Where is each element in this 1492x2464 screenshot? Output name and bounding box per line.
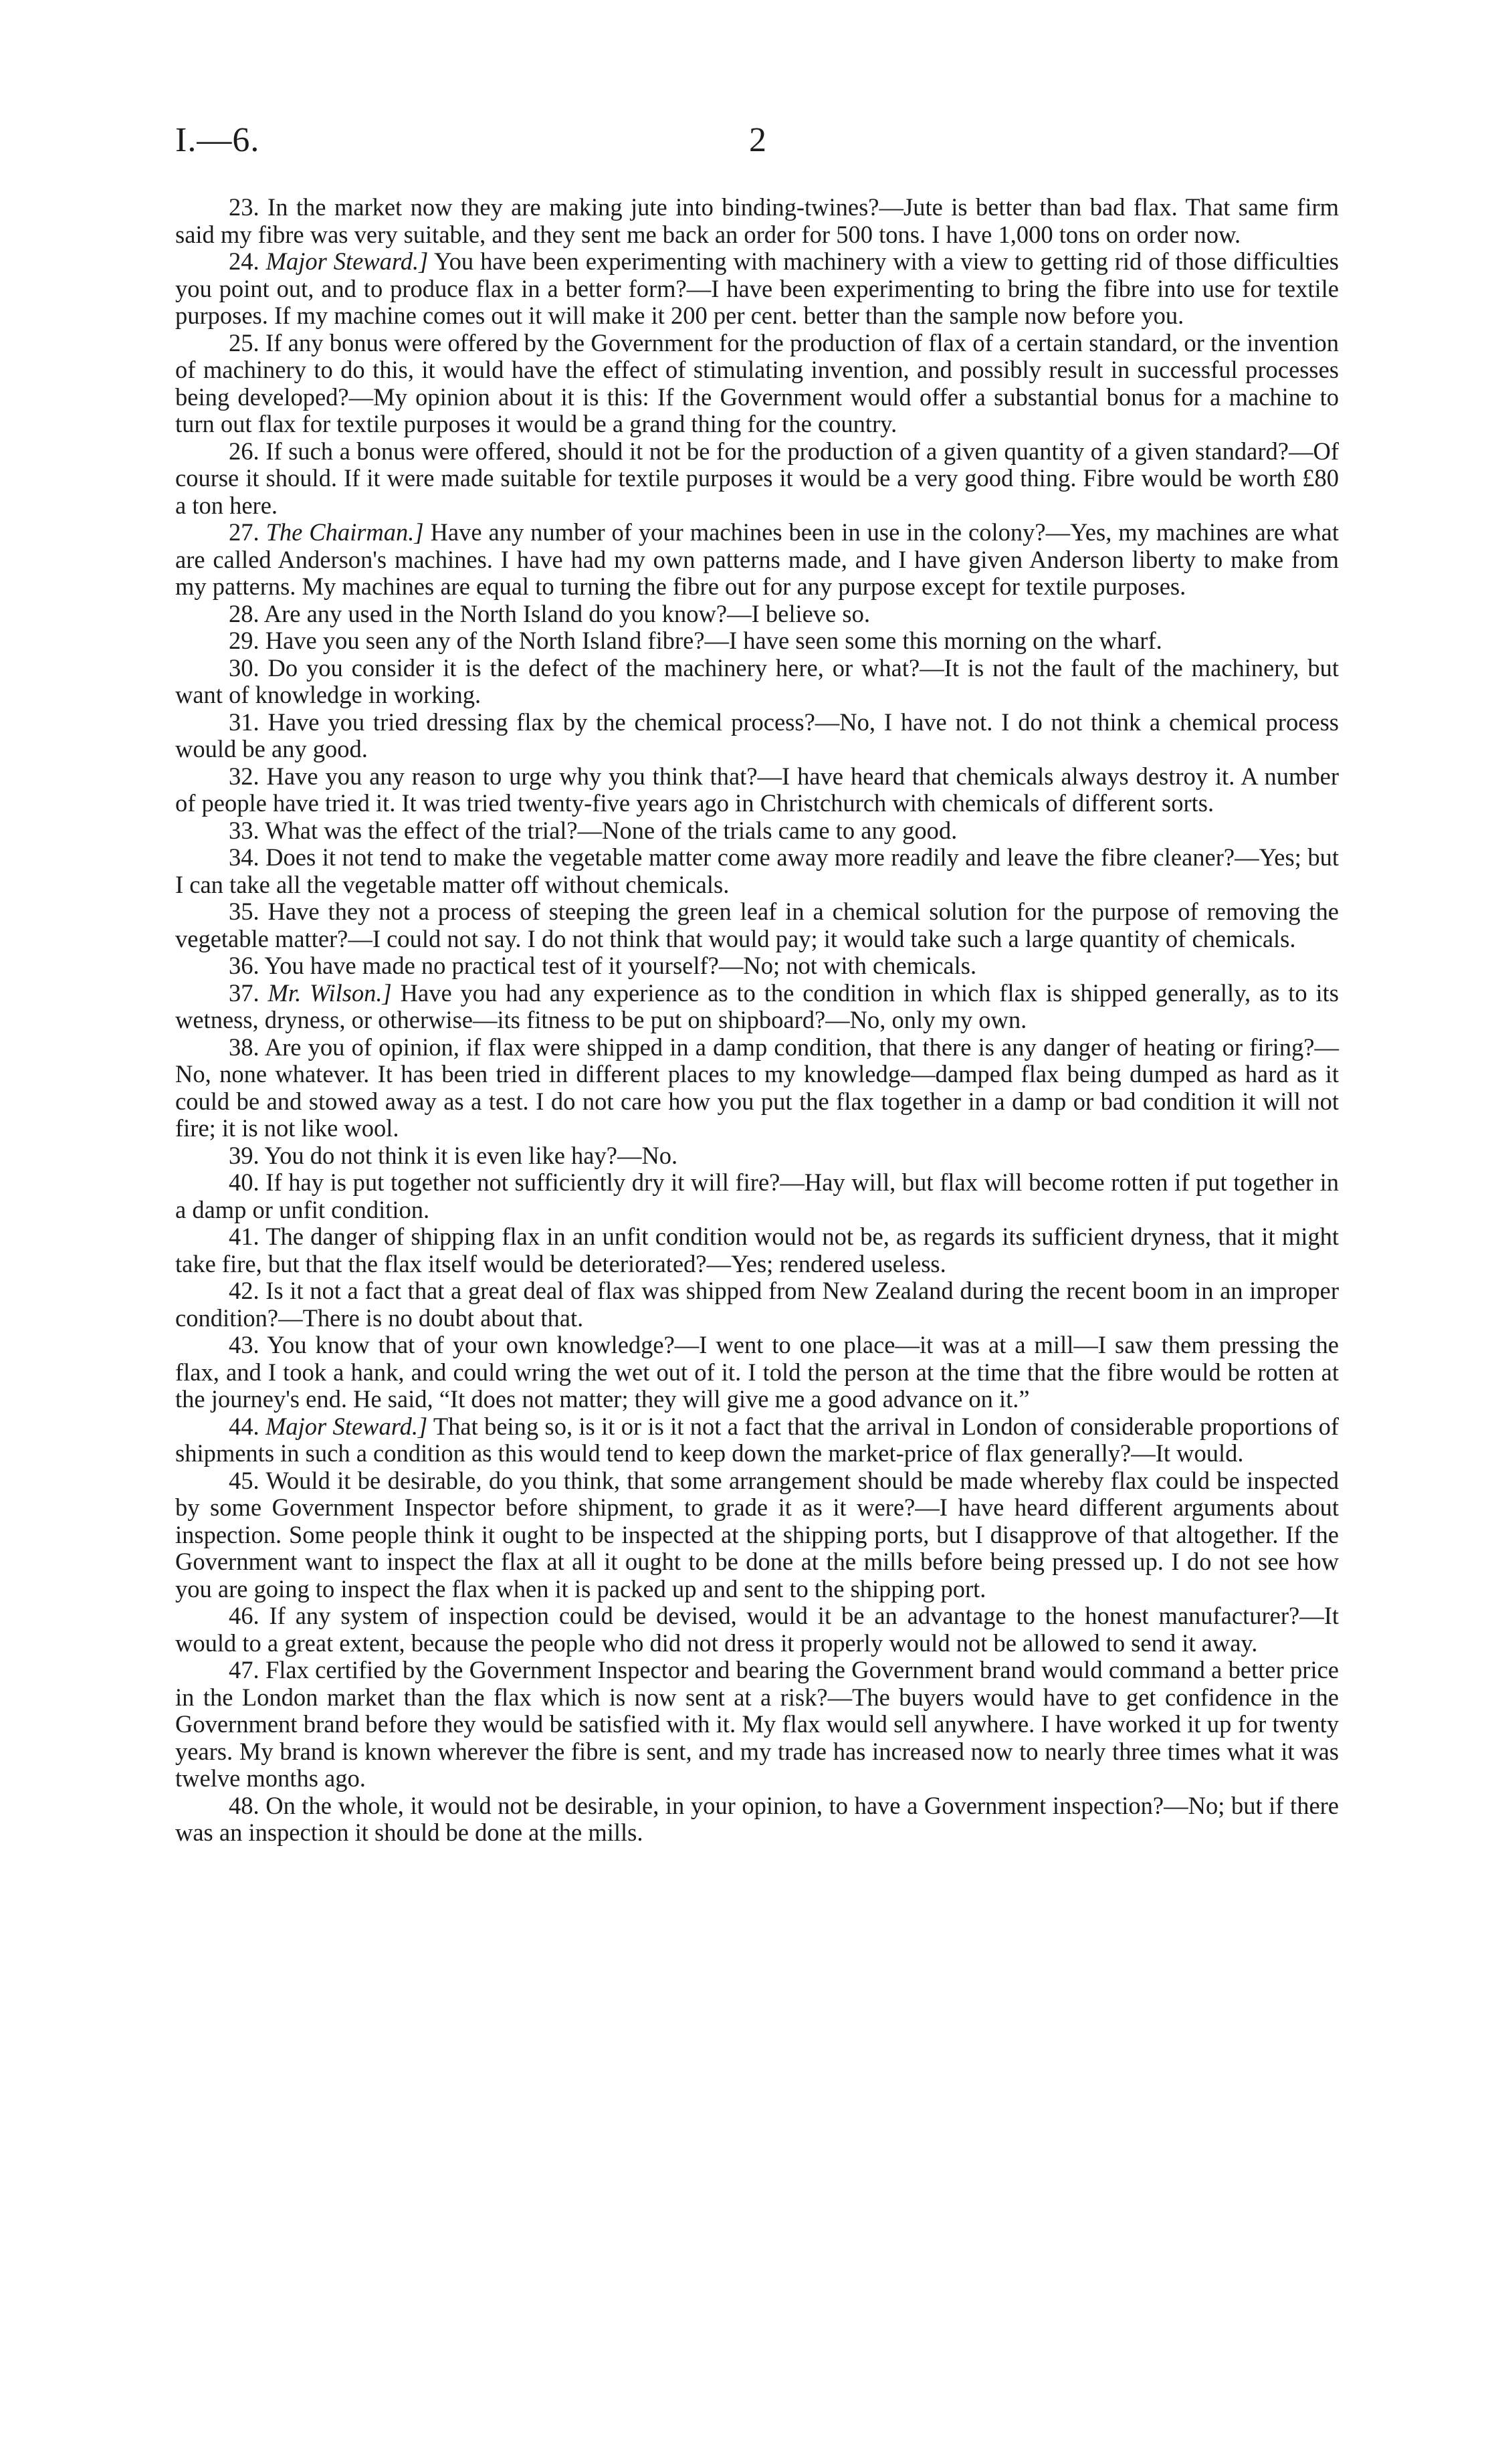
question-number: 36. [229,952,259,979]
question-answer-text: You know that of your own knowledge?—I went to one place—it was at a mill—I saw them pressing the flax, and I took a hank, and could wring the wet out of it. I told the person at the time that the fibre would be rotten at the journey's end. He said, “It does not matter; they will give me a good advance on it.” [175,1331,1339,1413]
testimony-paragraph [175,1223,1339,1277]
question-answer-text: Have you seen any of the North Island fibre?—I have seen some this morning on the wharf. [265,627,1162,654]
testimony-paragraph [175,898,1339,952]
testimony-paragraph [175,1792,1339,1847]
testimony-paragraph [175,519,1339,601]
question-number: 45. [229,1466,259,1494]
question-answer-text: Have you tried dressing flax by the chemical process?—No, I have not. I do not think a chemical process would be any good. [175,708,1340,762]
question-answer-text: You have been experimenting with machinery with a view to getting rid of those difficulties you point out, and to produce flax in a better form?—I have been experimenting to bring the fibre into use for textile purposes. If my machine comes out it will make it 200 per cent. better than the sample now before you. [175,247,1339,329]
testimony-paragraph [175,1413,1339,1467]
question-answer-text: Flax certified by the Government Inspector and bearing the Government brand would command a better price in the London market than the flax which is now sent at a risk?—The buyers would have to get confidence in the Government brand before they would be satisfied with it. My flax would sell anywhere. I have worked it up for twenty years. My brand is known wherever the fibre is sent, and my trade has increased now to nearly three times what it was twelve months ago. [175,1656,1340,1792]
question-number: 24. [229,247,259,275]
question-answer-text: Is it not a fact that a great deal of flax was shipped from New Zealand during the recent boom in an improper condition?—There is no doubt about that. [175,1277,1340,1332]
question-number: 29. [229,627,259,654]
testimony-paragraph [175,709,1339,763]
testimony-paragraph [175,1277,1339,1332]
question-number: 25. [229,328,259,356]
testimony-paragraph [175,1142,1339,1170]
speaker-label: The Chairman.] [265,518,424,546]
question-answer-text: Are you of opinion, if flax were shipped in a damp condition, that there is any danger of heating or firing?—No, none whatever. It has been tried in different places to my knowledge—damped flax being dumped as hard as it could be and stowed away as a test. I do not care how you put the flax together in a damp or bad condition it will not fire; it is not like wool. [175,1033,1339,1142]
question-number: 23. [229,193,259,221]
question-number: 41. [229,1223,259,1250]
testimony-paragraph [175,1603,1339,1657]
question-number: 37. [229,979,259,1007]
question-number: 43. [229,1331,259,1358]
question-number: 39. [229,1141,259,1169]
question-answer-text: Do you consider it is the defect of the machinery here, or what?—It is not the fault of the machinery, but want of knowledge in working. [175,653,1340,708]
question-answer-text: If any system of inspection could be devised, would it be an advantage to the honest manufacturer?—It would to a great extent, because the people who did not dress it properly would not be allowed to send it away. [175,1602,1340,1657]
question-answer-text: If hay is put together not sufficiently dry it will fire?—Hay will, but flax will become rotten if put together in a damp or unfit condition. [175,1168,1339,1223]
question-answer-text: You have made no practical test of it yourself?—No; not with chemicals. [264,952,977,979]
testimony-paragraph [175,1467,1339,1603]
testimony-paragraph [175,1169,1339,1223]
question-answer-text: Would it be desirable, do you think, that some arrangement should be made whereby flax could be inspected by some Government Inspector before shipment, to grade it as it were?—I have heard different arguments about inspection. Some people think it ought to be inspected at the shipping ports, but I disapprove of that altogether. If the Government want to inspect the flax at all it ought to be done at the mills before being pressed up. I do not see how you are going to inspect the flax when it is packed up and sent to the shipping port. [175,1466,1339,1603]
paper-reference: I.—6. [175,121,260,159]
question-number: 42. [229,1277,259,1304]
question-answer-text: The danger of shipping flax in an unfit condition would not be, as regards its sufficient dryness, that it might take fire, but that the flax itself would be deteriorated?—Yes; rendered useless. [175,1223,1339,1277]
testimony-paragraph [175,1657,1339,1792]
question-number: 47. [229,1656,259,1683]
testimony-paragraph [175,627,1339,655]
testimony-paragraph [175,194,1339,248]
testimony-body [175,194,1339,1847]
question-number: 33. [229,816,259,844]
question-answer-text: That being so, is it or is it not a fact that the arrival in London of considerable proportions of shipments in such a condition as this would tend to keep down the market-price of flax generally?—It would. [175,1412,1340,1467]
testimony-paragraph [175,655,1339,709]
question-answer-text: Are any used in the North Island do you know?—I believe so. [263,599,870,627]
testimony-paragraph [175,1332,1339,1413]
page-header [175,120,1339,174]
question-answer-text: Have you any reason to urge why you think that?—I have heard that chemicals always destroy it. A number of people have tried it. It was tried twenty-five years ago in Christchurch with chemicals of different sorts. [175,762,1339,817]
testimony-paragraph [175,844,1339,898]
question-answer-text: Have any number of your machines been in use in the colony?—Yes, my machines are what are called Anderson's machines. I have had my own patterns made, and I have given Anderson liberty to make from my patterns. My machines are equal to turning the fibre out for any purpose except for textile purposes. [175,518,1340,600]
question-number: 26. [229,437,259,465]
question-number: 27. [229,518,259,546]
question-answer-text: You do not think it is even like hay?—No. [264,1141,678,1169]
page-number: 2 [749,121,766,159]
question-answer-text: What was the effect of the trial?—None of the trials came to any good. [265,816,958,844]
testimony-paragraph [175,601,1339,628]
question-answer-text: In the market now they are making jute into binding-twines?—Jute is better than bad flax. That same firm said my fibre was very suitable, and they sent me back an order for 500 tons. I have 1,000 tons on order now. [175,193,1340,248]
question-answer-text: Does it not tend to make the vegetable matter come away more readily and leave the fibre cleaner?—Yes; but I can take all the vegetable matter off without chemicals. [175,843,1340,898]
question-answer-text: If any bonus were offered by the Government for the production of flax of a certain standard, or the invention of machinery to do this, it would have the effect of stimulating invention, and possibly result in successful processes being developed?—My opinion about it is this: If the Government would offer a substantial bonus for a machine to turn out flax for textile purposes it would be a grand thing for the country. [175,328,1339,437]
testimony-paragraph [175,763,1339,817]
testimony-paragraph [175,980,1339,1034]
speaker-label: Major Steward.] [265,1412,428,1440]
testimony-paragraph [175,1034,1339,1142]
question-number: 38. [229,1033,259,1061]
testimony-paragraph [175,330,1339,438]
testimony-paragraph [175,248,1339,330]
question-answer-text: If such a bonus were offered, should it not be for the production of a given quantity of a given standard?—Of course it should. If it were made suitable for textile purposes it would be a very good thing. Fibre would be worth £80 a ton here. [175,437,1339,519]
question-number: 48. [229,1791,259,1819]
testimony-paragraph [175,952,1339,980]
question-number: 31. [229,708,259,736]
question-answer-text: Have you had any experience as to the condition in which flax is shipped generally, as to its wetness, dryness, or otherwise—its fitness to be put on shipboard?—No, only my own. [175,979,1339,1033]
question-number: 32. [229,762,259,790]
question-number: 30. [229,653,259,682]
question-number: 44. [229,1412,259,1440]
question-number: 40. [229,1168,259,1196]
question-answer-text: Have they not a process of steeping the green leaf in a chemical solution for the purpose of removing the vegetable matter?—I could not say. I do not think that would pay; it would take such a large quantity of chemicals. [175,898,1339,952]
question-number: 35. [229,898,259,925]
testimony-paragraph [175,438,1339,520]
speaker-label: Mr. Wilson.] [268,979,392,1007]
testimony-paragraph [175,817,1339,845]
question-number: 28. [229,599,259,627]
question-answer-text: On the whole, it would not be desirable, in your opinion, to have a Government inspection?—No; but if there was an inspection it should be done at the mills. [175,1791,1339,1846]
speaker-label: Major Steward.] [265,247,429,275]
question-number: 34. [229,843,259,871]
question-number: 46. [229,1602,259,1629]
